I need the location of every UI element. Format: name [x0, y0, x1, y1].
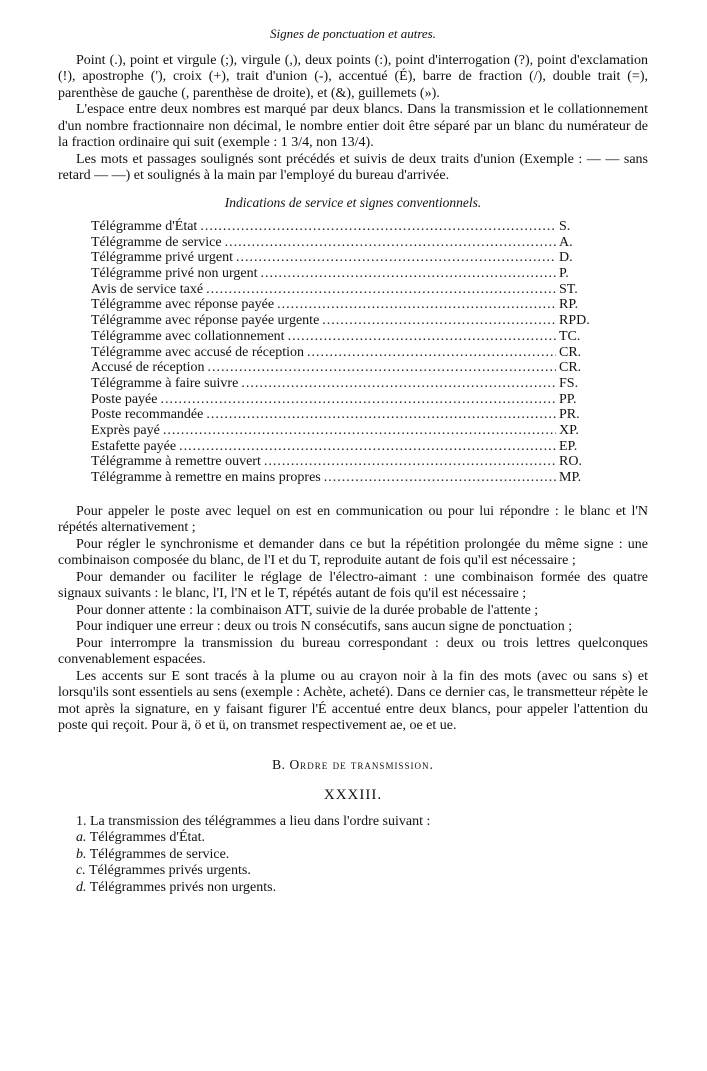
list-item	[91, 282, 603, 298]
item-code: FS.	[559, 375, 579, 391]
list-item	[91, 454, 603, 470]
item-code: XP.	[559, 422, 579, 438]
item-label: Exprès payé	[91, 422, 160, 438]
item-text: Télégrammes privés non urgents.	[89, 879, 277, 895]
item-label: Télégramme avec collationnement	[91, 328, 285, 344]
procedure-paragraph: Pour appeler le poste avec lequel on est en communication ou pour lui répondre : le blanc et l'N répétés alternativement ;	[58, 503, 648, 536]
service-list	[91, 219, 603, 486]
item-label: Télégramme à faire suivre	[91, 375, 239, 391]
item-label: Télégramme à remettre en mains propres	[91, 470, 321, 485]
list-item	[91, 407, 603, 423]
dot-leader	[160, 392, 556, 409]
list-item	[91, 345, 603, 361]
item-label: Poste recommandée	[91, 407, 204, 423]
item-code: D.	[559, 250, 573, 266]
list-item	[91, 297, 603, 313]
item-label: Télégramme à remettre ouvert	[91, 454, 261, 470]
item-label: Télégramme avec réponse payée	[91, 297, 275, 313]
item-label: Télégramme d'État	[91, 219, 198, 234]
list-item	[76, 880, 648, 897]
item-label: Estafette payée	[91, 438, 177, 454]
service-heading: Indications de service et signes conventionnels.	[224, 194, 482, 210]
item-code: A.	[559, 234, 573, 250]
dot-leader	[322, 313, 556, 330]
item-code: RPD.	[559, 313, 590, 329]
dot-leader	[163, 423, 556, 440]
punctuation-heading: Signes de ponctuation et autres.	[270, 26, 436, 41]
item-code: MP.	[559, 470, 582, 485]
order-intro: 1. La transmission des télégrammes a lieu dans l'ordre suivant :	[76, 813, 431, 829]
dot-leader	[241, 376, 556, 393]
procedure-paragraph: Pour donner attente : la combinaison ATT, suivie de la durée probable de l'attente ;	[76, 602, 539, 618]
dot-leader	[288, 329, 556, 346]
item-code: EP.	[559, 438, 578, 454]
list-item	[91, 250, 603, 266]
item-code: PP.	[559, 391, 577, 407]
item-label: Télégramme privé urgent	[91, 250, 234, 266]
list-item	[91, 360, 603, 376]
dot-leader	[261, 266, 556, 283]
dot-leader	[307, 345, 556, 362]
dot-leader	[206, 407, 556, 424]
item-label: Télégramme de service	[91, 234, 222, 250]
item-letter: b.	[76, 846, 87, 862]
item-letter: a.	[76, 830, 87, 846]
dot-leader	[324, 470, 556, 487]
procedure-paragraph: Pour indiquer une erreur : deux ou trois N consécutifs, sans aucun signe de ponctuation ;	[76, 619, 573, 635]
item-text: Télégrammes privés urgents.	[88, 863, 251, 879]
item-code: PR.	[559, 407, 580, 423]
procedure-paragraph: Pour régler le synchronisme et demander dans ce but la répétition prolongée du même signe : une combinaison composée du blanc, de l'I et du T, reproduite autant de fois qu'il est nécessaire ;	[58, 536, 648, 569]
section-title: Ordre de transmission.	[289, 756, 434, 772]
list-item	[91, 439, 603, 455]
item-label: Télégramme avec accusé de réception	[91, 344, 304, 360]
order-list	[76, 830, 648, 896]
list-item	[76, 847, 648, 864]
item-code: P.	[559, 266, 569, 282]
punctuation-paragraph: Point (.), point et virgule (;), virgule (,), deux points (:), point d'interrogation (?), point d'exclamation (!), apostrophe ('), croix (+), trait d'union (-), accentué (É), barre de fraction (/), double trait (=), parenthèse de gauche (, parenthèse de droite), et (&), guillemets (»).	[58, 52, 648, 101]
dot-leader	[200, 219, 556, 236]
list-item	[76, 863, 648, 880]
item-text: Télégrammes de service.	[89, 846, 230, 862]
item-code: CR.	[559, 360, 582, 376]
item-label: Télégramme avec réponse payée urgente	[91, 313, 320, 329]
item-label: Accusé de réception	[91, 360, 205, 376]
item-label: Poste payée	[91, 391, 158, 407]
item-label: Avis de service taxé	[91, 281, 204, 297]
list-item	[91, 235, 603, 251]
item-code: CR.	[559, 344, 582, 360]
dot-leader	[236, 250, 556, 267]
list-item	[91, 470, 603, 486]
item-code: RO.	[559, 454, 582, 470]
list-item	[91, 313, 603, 329]
list-item	[91, 376, 603, 392]
item-letter: c.	[76, 863, 86, 879]
list-item	[91, 266, 603, 282]
article-number: XXXIII.	[323, 787, 383, 804]
dot-leader	[208, 360, 557, 377]
item-code: S.	[559, 219, 571, 234]
procedures-section	[58, 504, 648, 735]
document-page	[58, 26, 648, 896]
item-text: Télégrammes d'État.	[89, 830, 206, 846]
item-code: RP.	[559, 297, 579, 313]
procedure-paragraph: Pour interrompre la transmission du bureau correspondant : deux ou trois lettres quelconques convenablement espacées.	[58, 635, 648, 668]
accents-paragraph: Les accents sur E sont tracés à la plume ou au crayon noir à la fin des mots (avec ou sans s) et lorsqu'ils sont essentiels au sens (exemple : Achète, acheté). Dans ce dernier cas, le transmetteur répète le mot après la signature, en y faisant figurer l'É accentué entre deux blancs, pour appeler l'attention du poste qui reçoit. Pour ä, ö et ü, on transmet respectivement ae, oe et ue.	[58, 668, 648, 734]
item-label: Télégramme privé non urgent	[91, 266, 258, 282]
section-b-heading	[58, 757, 648, 774]
dot-leader	[277, 297, 556, 314]
dot-leader	[264, 454, 556, 471]
procedure-paragraph: Pour demander ou faciliter le réglage de l'électro-aimant : une combinaison formée des quatre signaux suivants : le blanc, l'I, l'N et le T, répétés autant de fois qu'il est nécessaire ;	[58, 569, 648, 602]
dot-leader	[179, 439, 556, 456]
item-code: ST.	[559, 281, 578, 297]
dot-leader	[206, 282, 556, 299]
list-item	[91, 392, 603, 408]
underline-paragraph: Les mots et passages soulignés sont précédés et suivis de deux traits d'union (Exemple : — — sans retard — —) et soulignés à la main par l'employé du bureau d'arrivée.	[58, 151, 648, 183]
list-item	[91, 423, 603, 439]
dot-leader	[225, 235, 556, 252]
list-item	[76, 830, 648, 847]
item-code: TC.	[559, 328, 581, 344]
item-letter: d.	[76, 879, 87, 895]
section-letter: B.	[272, 756, 286, 772]
fraction-paragraph: L'espace entre deux nombres est marqué par deux blancs. Dans la transmission et le collationnement d'un nombre fractionnaire non décimal, le nombre entier doit être séparé par un blanc du numérateur de la fraction ordinaire qui suit (exemple : 1 3/4, non 13/4).	[58, 102, 648, 150]
list-item	[91, 219, 603, 235]
list-item	[91, 329, 603, 345]
